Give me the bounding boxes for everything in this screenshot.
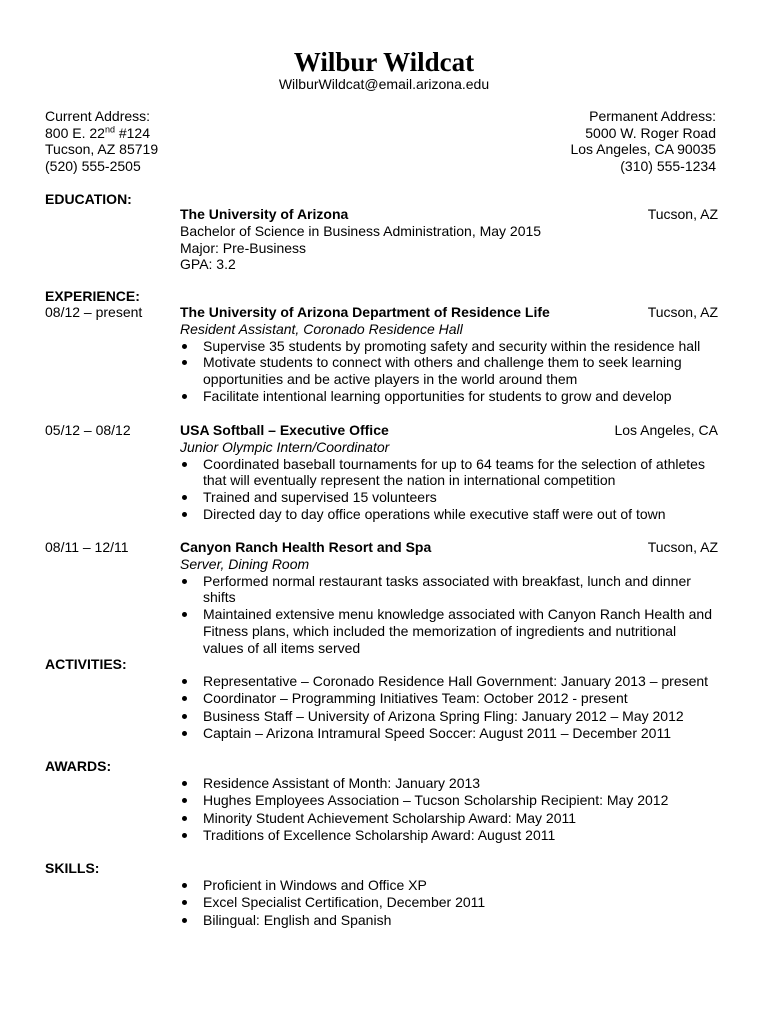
current-address-city: Tucson, AZ 85719 <box>45 141 159 157</box>
job-bullets <box>180 573 718 657</box>
job-bullets <box>180 456 718 523</box>
award-item: Residence Assistant of Month: January 2013 <box>180 775 718 792</box>
current-address-street <box>45 125 158 142</box>
job-location: Tucson, AZ <box>647 304 718 320</box>
award-item: Traditions of Excellence Scholarship Award: August 2011 <box>180 827 718 844</box>
job-bullet: Facilitate intentional learning opportunities for students to grow and develop <box>180 388 718 405</box>
skill-item: Bilingual: English and Spanish <box>180 912 718 929</box>
job-location: Tucson, AZ <box>647 539 718 555</box>
job-dates: 08/12 – present <box>45 304 143 320</box>
school-location: Tucson, AZ <box>647 206 718 222</box>
permanent-address-city: Los Angeles, CA 90035 <box>570 141 716 157</box>
job-bullet: Directed day to day office operations while executive staff were out of town <box>180 506 718 523</box>
current-address-label: Current Address: <box>45 108 151 124</box>
school-name: The University of Arizona <box>180 206 349 222</box>
skills-heading: SKILLS: <box>45 860 100 876</box>
job-role: Resident Assistant, Coronado Residence Hall <box>180 320 463 337</box>
skill-item: Proficient in Windows and Office XP <box>180 877 718 894</box>
job-role: Junior Olympic Intern/Coordinator <box>180 438 390 455</box>
permanent-address-street: 5000 W. Roger Road <box>585 124 716 141</box>
job-dates: 05/12 – 08/12 <box>45 422 131 438</box>
awards-heading: AWARDS: <box>45 758 112 774</box>
skill-item: Excel Specialist Certification, December 2011 <box>180 894 718 911</box>
job-organization: Canyon Ranch Health Resort and Spa <box>180 539 432 555</box>
current-address-phone: (520) 555-2505 <box>45 157 141 174</box>
activities-section <box>45 656 718 746</box>
experience-section <box>45 288 718 656</box>
job-dates: 08/11 – 12/11 <box>45 539 129 555</box>
skills-list <box>180 877 718 929</box>
permanent-address <box>570 108 716 174</box>
job-organization: USA Softball – Executive Office <box>180 422 389 438</box>
job-bullet: Performed normal restaurant tasks associated with breakfast, lunch and dinner shifts <box>180 573 718 607</box>
activity-item: Representative – Coronado Residence Hall Government: January 2013 – present <box>180 673 718 690</box>
award-item: Minority Student Achievement Scholarship Award: May 2011 <box>180 810 718 827</box>
applicant-name: Wilbur Wildcat <box>293 47 475 77</box>
current-address <box>45 108 158 174</box>
gpa-line: GPA: 3.2 <box>180 256 236 273</box>
permanent-address-phone: (310) 555-1234 <box>620 157 716 174</box>
experience-heading: EXPERIENCE: <box>45 288 140 304</box>
street-unit: #124 <box>114 124 150 141</box>
job-bullet: Motivate students to connect with others and challenge them to seek learning opportunities and be active players in the world around them <box>180 354 718 388</box>
job-organization: The University of Arizona Department of Residence Life <box>180 304 550 320</box>
education-heading: EDUCATION: <box>45 191 132 207</box>
street-number: 800 E. 22 <box>45 124 105 141</box>
ordinal-suffix: nd <box>104 123 115 134</box>
degree-line: Bachelor of Science in Business Administration, May 2015 <box>180 222 542 239</box>
award-item: Hughes Employees Association – Tucson Scholarship Recipient: May 2012 <box>180 792 718 809</box>
job-bullet: Maintained extensive menu knowledge associated with Canyon Ranch Health and Fitness plans, which included the memorization of ingredients and nutritional values of all items served <box>180 606 718 656</box>
education-section <box>45 191 718 281</box>
applicant-email: WilburWildcat@email.arizona.edu <box>278 76 490 92</box>
permanent-address-label: Permanent Address: <box>589 108 716 124</box>
job-bullet: Trained and supervised 15 volunteers <box>180 489 718 506</box>
job-location: Los Angeles, CA <box>614 422 718 438</box>
activity-item: Coordinator – Programming Initiatives Team: October 2012 - present <box>180 690 718 707</box>
skills-section <box>45 860 718 935</box>
major-line: Major: Pre-Business <box>180 239 307 256</box>
activity-item: Captain – Arizona Intramural Speed Soccer: August 2011 – December 2011 <box>180 725 718 742</box>
job-role: Server, Dining Room <box>180 555 310 572</box>
job-bullets <box>180 338 718 405</box>
awards-section <box>45 758 718 848</box>
awards-list <box>180 775 718 844</box>
activity-item: Business Staff – University of Arizona Spring Fling: January 2012 – May 2012 <box>180 708 718 725</box>
activities-heading: ACTIVITIES: <box>45 656 127 672</box>
job-bullet: Supervise 35 students by promoting safety and security within the residence hall <box>180 338 718 355</box>
activities-list <box>180 673 718 742</box>
job-bullet: Coordinated baseball tournaments for up to 64 teams for the selection of athletes that will eventually represent the nation in international competition <box>180 456 718 490</box>
